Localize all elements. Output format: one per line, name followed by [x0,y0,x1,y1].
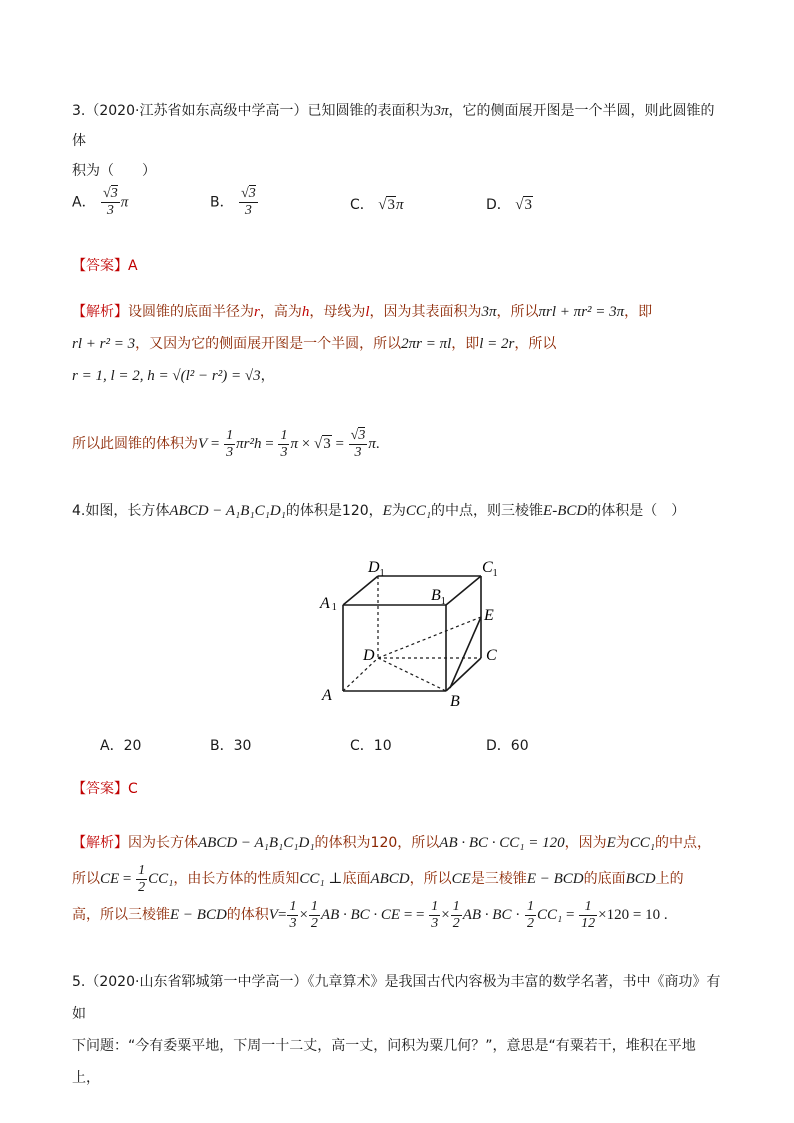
label-a: A [322,687,332,704]
label-d1: $D_1$ [368,559,385,579]
cuboid-figure [310,550,520,710]
label-b1: $B_1$ [431,587,446,607]
edge-a1-d1 [343,576,378,605]
q4-option-b: B．30 [210,738,252,754]
q4-option-d: D．60 [486,738,529,754]
q4-answer: 【答案】C [72,781,138,797]
label-b: B [450,693,460,710]
label-a1: A 1 [320,595,337,613]
label-c1: $C_1$ [482,559,498,579]
q3-analysis: 【解析】设圆锥的底面半径为r，高为h，母线为l，因为其表面积为3π，所以πrl + πr² = 3π，即 rl + r² = 3，又因为它的侧面展开图是一个半圆，所以2πr = πl，即l = 2r，所以 r = 1, l = 2, h = √(l² − r²) = √3， [72,304,653,384]
label-c: C [486,647,497,664]
label-d: D [363,647,375,664]
q3-option-a: A． $\frac{√3}{3}$ π [72,186,129,218]
q4-option-c: C．10 [350,738,392,754]
edge-b1-c1 [446,576,481,605]
q3-option-b: B． $\frac{√3}{3}$ [210,186,256,218]
q4-option-a: A．20 [100,738,142,754]
q3-option-d: D． √3 [486,197,532,213]
q4-analysis: 【解析】因为长方体ABCD − A₁B₁C₁D₁的体积为120，所以AB · BC · CC₁ = 120，因为E为CC₁的中点， 所以CE = $\frac{1}{2}$ CC₁，由长方体的性质知CC₁ ⊥底面ABCD，所以CE是三棱锥E − BCD的底面BCD上的 高，所以三棱锥E − BCD的体积V= $\frac{1}{3}$ × $\frac{1}{2}$ AB · BC · CE = = $\frac{1}{3}$ × $\frac{1}{2}$ AB · BC · $\frac{1}{2}$ CC₁ = $\frac{1}{12}$ ×120 = 10 . [72,835,712,931]
q3-source: （2020·江苏省如东高级中学高一） [85,103,308,119]
label-e: E [484,607,494,624]
question-3: 3.（2020·江苏省如东高级中学高一）已知圆锥的表面积为3π，它的侧面展开图是一个半圆，则此圆锥的体 积为（ ） [72,103,715,179]
question-5: 5.（2020·山东省郓城第一中学高一）《九章算术》是我国古代内容极为丰富的数学名著，书中《商功》有如 下问题：“今有委粟平地，下周一十二丈，高一丈，问积为粟几何？”，意思是“有粟若干，堆积在平地上， [72,974,721,1086]
q3-answer: 【答案】A [72,258,138,274]
segment-b-e [450,617,481,688]
q3-option-c: C． √3π [350,197,404,213]
question-4: 4.如图，长方体ABCD − A₁B₁C₁D₁的体积是120，E为CC₁的中点，则三棱锥E-BCD的体积是（ ） [72,503,686,519]
q3-analysis-volume: 所以此圆锥的体积为V = $\frac{1}{3}$ πr²h = $\frac{1}{3}$ π × √3 = $\frac{√3}{3}$ π. [72,427,380,460]
hidden-segment-d-b [378,658,446,691]
